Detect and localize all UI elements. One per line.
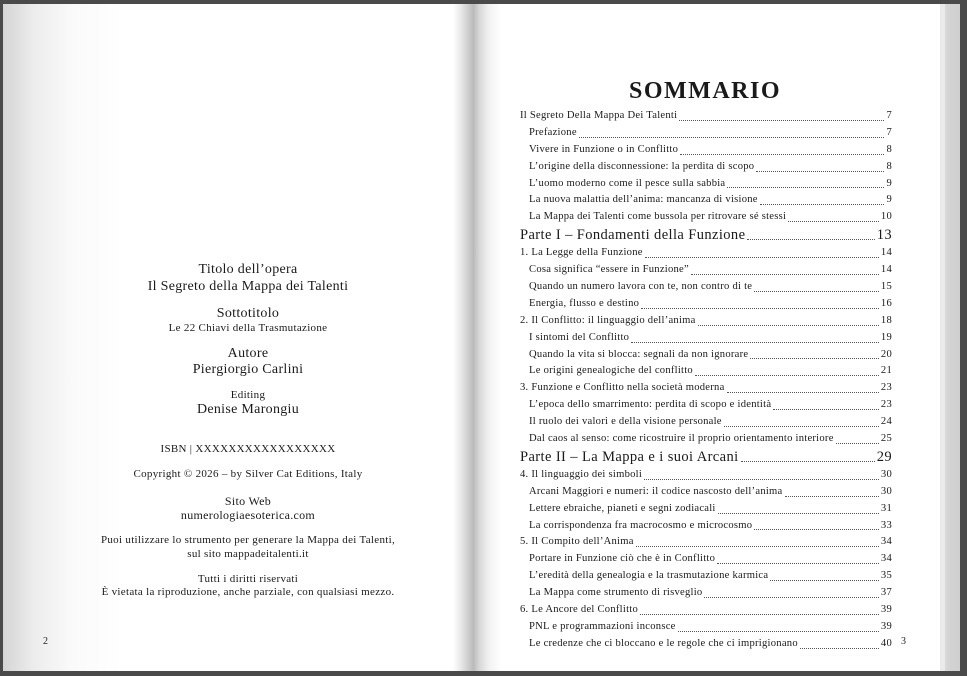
toc-part-entry[interactable]: [520, 226, 892, 245]
author-label: Autore: [227, 345, 269, 361]
toc-entry-title: Il Segreto Della Mappa Dei Talenti: [520, 109, 678, 121]
toc-entry[interactable]: [520, 192, 892, 209]
toc-entry-page: 13: [876, 227, 892, 244]
dot-leader: [754, 290, 879, 292]
toc-entry-title: Parte I – Fondamenti della Funzione: [520, 227, 746, 244]
toc-entry-page: 23: [880, 399, 892, 411]
dot-leader: [756, 170, 884, 172]
toc-entry-title: 2. Il Conflitto: il linguaggio dell’anima: [520, 314, 696, 326]
copyright: Copyright © 2026 – by Silver Cat Editions, Italy: [133, 468, 363, 481]
toc-entry[interactable]: [520, 431, 892, 448]
dot-leader: [641, 307, 879, 309]
toc-entry[interactable]: [520, 534, 892, 551]
author-name: Piergiorgio Carlini: [192, 362, 304, 378]
toc-entry[interactable]: [520, 636, 892, 653]
colophon: [43, 262, 453, 599]
toc-entry-title: La corrispondenza fra macrocosmo e microcosmo: [529, 519, 753, 531]
toc-entry[interactable]: [520, 397, 892, 414]
dot-leader: [695, 374, 879, 376]
tool-note-line-1: Puoi utilizzare lo strumento per generare la Mappa dei Talenti,: [100, 534, 396, 547]
dot-leader: [579, 136, 885, 138]
toc-entry-page: 8: [886, 143, 892, 155]
rights-line-2: È vietata la riproduzione, anche parziale, con qualsiasi mezzo.: [101, 585, 395, 598]
toc-entry-title: Il ruolo dei valori e della visione personale: [529, 416, 722, 428]
toc-entry[interactable]: [520, 159, 892, 176]
toc-entry-title: Lettere ebraiche, pianeti e segni zodiacali: [529, 502, 716, 514]
toc-entry[interactable]: [520, 484, 892, 501]
toc-entry-title: Energia, flusso e destino: [529, 297, 640, 309]
toc-entry-page: 14: [880, 247, 892, 259]
dot-leader: [636, 545, 879, 547]
toc-entry[interactable]: [520, 363, 892, 380]
dot-leader: [678, 630, 879, 632]
dot-leader: [800, 647, 879, 649]
dot-leader: [679, 119, 884, 121]
toc-entry[interactable]: [520, 347, 892, 364]
page-number-left: 2: [43, 636, 48, 647]
toc-entry-page: 31: [880, 502, 892, 514]
toc-entry-page: 24: [880, 416, 892, 428]
toc-entry[interactable]: [520, 501, 892, 518]
book-title: Il Segreto della Mappa dei Talenti: [147, 278, 349, 294]
toc-entry-page: 34: [880, 553, 892, 565]
toc-entry-title: 5. Il Compito dell’Anima: [520, 536, 634, 548]
dot-leader: [717, 562, 879, 564]
toc-entry-title: Portare in Funzione ciò che è in Conflitto: [529, 553, 716, 565]
dot-leader: [760, 203, 885, 205]
toc-entry-page: 30: [880, 468, 892, 480]
toc-entry-title: L’eredità della genealogia e la trasmutazione karmica: [529, 570, 769, 582]
toc-entry[interactable]: [520, 209, 892, 226]
toc-entry-title: L’epoca dello smarrimento: perdita di scopo e identità: [529, 399, 772, 411]
toc-entry-title: 3. Funzione e Conflitto nella società moderna: [520, 382, 725, 394]
toc-entry-title: Le origini genealogiche del conflitto: [529, 365, 693, 377]
toc-entry-title: La Mappa come strumento di risveglio: [529, 587, 703, 599]
toc-entry[interactable]: [520, 518, 892, 535]
toc-entry-title: Parte II – La Mappa e i suoi Arcani: [520, 448, 739, 465]
toc-entry[interactable]: [520, 125, 892, 142]
toc-entry[interactable]: [520, 245, 892, 262]
toc-entry-page: 15: [880, 281, 892, 292]
toc-entry[interactable]: [520, 313, 892, 330]
toc-entry-title: Prefazione: [529, 126, 577, 138]
toc-part-entry[interactable]: [520, 448, 892, 467]
toc-entry-page: 37: [880, 587, 892, 599]
toc-entry-title: 6. Le Ancore del Conflitto: [520, 604, 639, 616]
toc-entry-title: Cosa significa “essere in Funzione”: [529, 264, 689, 276]
dot-leader: [836, 442, 879, 444]
toc-entry-page: 23: [880, 382, 892, 394]
toc-entry-title: Quando un numero lavora con te, non contro di te: [529, 281, 753, 292]
toc-entry-page: 25: [880, 433, 892, 445]
toc-entry-title: 1. La Legge della Funzione: [520, 247, 643, 259]
toc-entry-title: PNL e programmazioni inconsce: [529, 620, 676, 632]
toc-entry[interactable]: [520, 585, 892, 602]
toc-entry[interactable]: [520, 619, 892, 636]
isbn: ISBN | XXXXXXXXXXXXXXXXX: [160, 443, 336, 456]
toc-entry[interactable]: [520, 142, 892, 159]
toc-entry[interactable]: [520, 551, 892, 568]
toc-entry-page: 7: [886, 126, 892, 138]
title-label: Titolo dell’opera: [198, 262, 298, 277]
toc-entry-page: 18: [880, 314, 892, 326]
toc-entry-page: 14: [880, 264, 892, 276]
toc-entry[interactable]: [520, 568, 892, 585]
dot-leader: [645, 256, 879, 258]
dot-leader: [631, 341, 879, 343]
left-page: [3, 4, 473, 671]
toc-entry-title: Arcani Maggiori e numeri: il codice nascosto dell’anima: [529, 485, 783, 497]
toc-entry[interactable]: [520, 467, 892, 484]
dot-leader: [754, 528, 879, 530]
toc-entry-title: Le credenze che ci bloccano e le regole che ci imprigionano: [529, 637, 798, 649]
toc-entry[interactable]: [520, 602, 892, 619]
toc-entry-title: La Mappa dei Talenti come bussola per ritrovare sé stessi: [529, 211, 787, 223]
dot-leader: [724, 425, 879, 427]
toc-entry-page: 8: [886, 160, 892, 172]
toc-entry-title: 4. Il linguaggio dei simboli: [520, 468, 643, 480]
toc-entry[interactable]: [520, 108, 892, 125]
toc-entry[interactable]: [520, 380, 892, 397]
toc-entry-page: 10: [880, 211, 892, 223]
dot-leader: [785, 495, 879, 497]
dot-leader: [727, 391, 879, 393]
toc-entry-page: 39: [880, 604, 892, 616]
toc-entry-page: 29: [876, 448, 892, 465]
book-subtitle: Le 22 Chiavi della Trasmutazione: [168, 322, 328, 335]
toc-entry-page: 16: [880, 297, 892, 309]
toc-entry-title: Vivere in Funzione o in Conflitto: [529, 143, 679, 155]
tool-note-line-2: sul sito mappadeitalenti.it: [187, 547, 309, 560]
toc-entry[interactable]: [520, 414, 892, 431]
toc-entry-page: 7: [886, 109, 892, 121]
dot-leader: [747, 238, 874, 240]
dot-leader: [640, 613, 879, 615]
toc-entry-title: L’origine della disconnessione: la perdita di scopo: [529, 160, 755, 172]
subtitle-label: Sottotitolo: [216, 305, 280, 321]
website-label: Sito Web: [224, 493, 272, 508]
toc-entry-page: 20: [880, 348, 892, 360]
toc-entry-title: Quando la vita si blocca: segnali da non ignorare: [529, 348, 749, 360]
page-number-right: 3: [901, 636, 906, 647]
page-edges: [940, 4, 960, 671]
toc-entry-page: 39: [880, 620, 892, 632]
website: numerologiaesoterica.com: [180, 507, 316, 522]
toc-entry-title: La nuova malattia dell’anima: mancanza di visione: [529, 194, 758, 206]
dot-leader: [741, 460, 875, 462]
dot-leader: [691, 273, 879, 275]
toc-entry[interactable]: [520, 296, 892, 313]
toc-entry-page: 33: [880, 519, 892, 531]
dot-leader: [788, 220, 879, 222]
dot-leader: [698, 324, 879, 326]
toc-title: SOMMARIO: [629, 78, 781, 104]
toc-entry-title: Dal caos al senso: come ricostruire il proprio orientamento interiore: [529, 433, 834, 445]
toc-entry-page: 40: [880, 637, 892, 649]
dot-leader: [750, 357, 879, 359]
toc-entry[interactable]: [520, 330, 892, 347]
dot-leader: [773, 408, 879, 410]
toc-entry-page: 21: [880, 365, 892, 377]
editor-name: Denise Marongiu: [196, 402, 300, 418]
toc-entry-page: 19: [880, 331, 892, 343]
toc-entry-page: 30: [880, 485, 892, 497]
toc-entry-page: 9: [886, 194, 892, 206]
toc-entry-title: I sintomi del Conflitto: [529, 331, 630, 343]
dot-leader: [680, 153, 884, 155]
toc-entry-page: 9: [886, 177, 892, 189]
dot-leader: [770, 579, 879, 581]
dot-leader: [644, 478, 879, 480]
dot-leader: [704, 596, 878, 598]
toc-entry[interactable]: [520, 176, 892, 193]
dot-leader: [727, 186, 884, 188]
toc-entry-page: 35: [880, 570, 892, 582]
table-of-contents: [520, 108, 892, 653]
toc-entry-title: L’uomo moderno come il pesce sulla sabbia: [529, 177, 726, 189]
toc-entry-page: 34: [880, 536, 892, 548]
editing-label: Editing: [230, 389, 266, 402]
toc-entry[interactable]: [520, 262, 892, 279]
rights-line-1: Tutti i diritti riservati: [197, 572, 299, 585]
toc-entry[interactable]: [520, 279, 892, 296]
dot-leader: [718, 512, 879, 514]
